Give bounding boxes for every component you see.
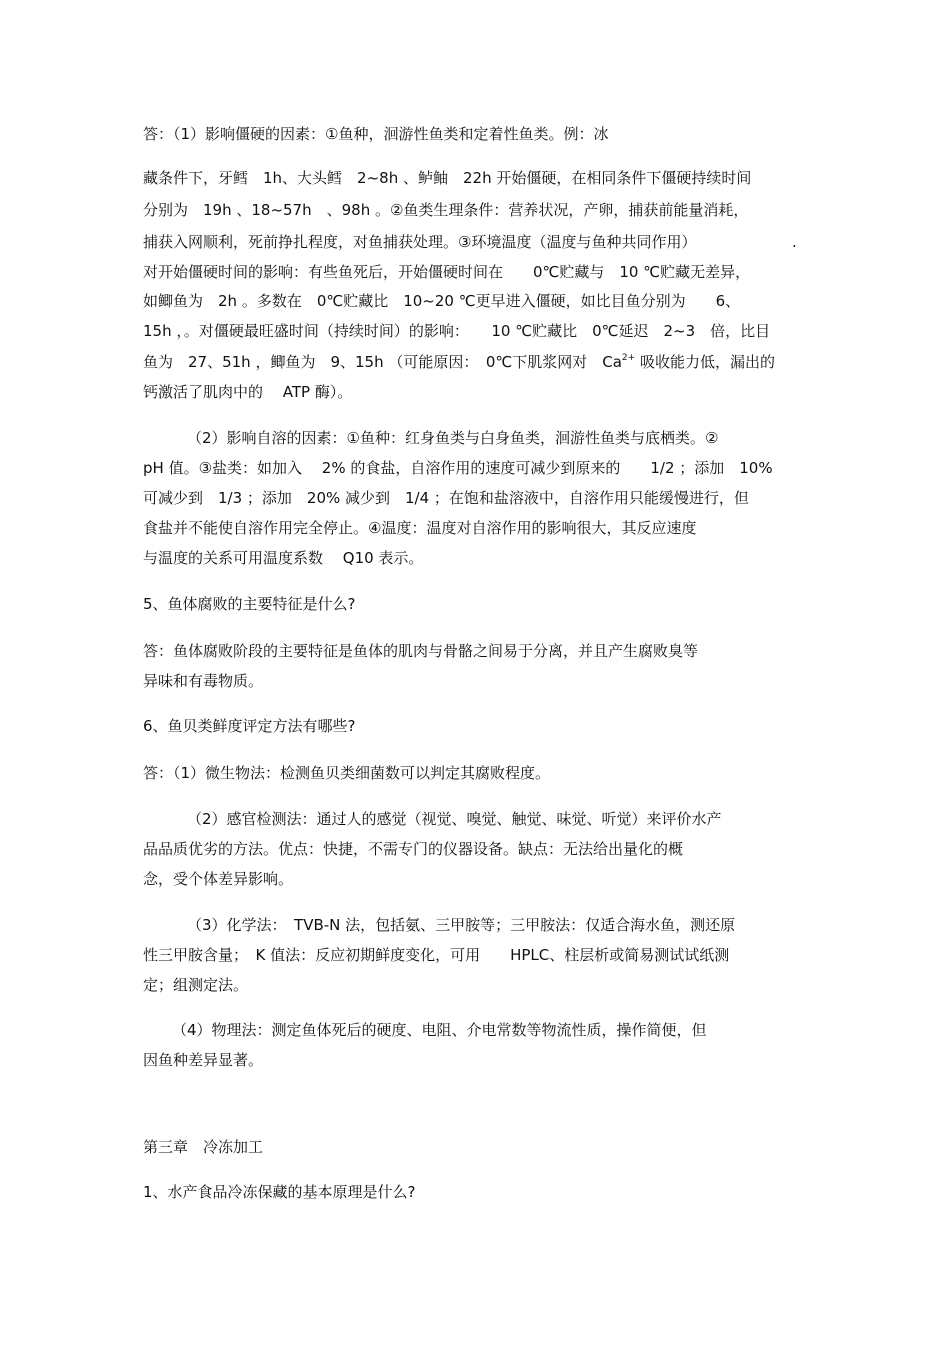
physical-line-1: （4）物理法：测定鱼体死后的硬度、电阻、介电常数等物流性质，操作简便，但 bbox=[172, 1021, 707, 1039]
autolysis-line-4: 食盐并不能使自溶作用完全停止。④温度：温度对自溶作用的影响很大，其反应速度 bbox=[143, 519, 697, 537]
autolysis-line-1: （2）影响自溶的因素：①鱼种：红身鱼类与白身鱼类，洄游性鱼类与底栖类。② bbox=[187, 429, 719, 447]
autolysis-line-5: 与温度的关系可用温度系数 Q10 表示。 bbox=[143, 549, 424, 567]
answer-rigor-line-3: 分别为 19h 、18~57h 、98h 。②鱼类生理条件：营养状况，产卵，捕获前能量消耗， bbox=[143, 201, 749, 219]
answer-rigor-line-4: 捕获入网顺利，死前挣扎程度，对鱼捕获处理。③环境温度（温度与鱼种共同作用） bbox=[143, 233, 697, 251]
line-8-part-a: 鱼为 27、51h ，鲫鱼为 9、15h （可能原因： 0℃下肌浆网对 Ca bbox=[143, 353, 622, 371]
physical-line-2: 因鱼种差异显著。 bbox=[143, 1051, 264, 1069]
sensory-line-1: （2）感官检测法：通过人的感觉（视觉、嗅觉、触觉、味觉、听觉）来评价水产 bbox=[187, 810, 722, 828]
answer-rigor-line-7: 15h ，。对僵硬最旺盛时间（持续时间）的影响： 10 ℃贮藏比 0℃延迟 2~3 倍，比目 bbox=[143, 322, 771, 340]
answer-rigor-line-5: 对开始僵硬时间的影响：有些鱼死后，开始僵硬时间在 0℃贮藏与 10 ℃贮藏无差异， bbox=[143, 263, 751, 281]
calcium-superscript: 2+ bbox=[621, 353, 636, 363]
sensory-line-2: 品品质优劣的方法。优点：快捷，不需专门的仪器设备。缺点：无法给出量化的概 bbox=[143, 840, 684, 858]
answer-rigor-line-8 bbox=[143, 352, 775, 372]
answer-6-microbial: 答：（1）微生物法：检测鱼贝类细菌数可以判定其腐败程度。 bbox=[143, 764, 551, 782]
question-1: 1、水产食品冷冻保藏的基本原理是什么? bbox=[143, 1183, 416, 1201]
answer-5-line-2: 异味和有毒物质。 bbox=[143, 672, 264, 690]
chemical-line-1: （3）化学法： TVB-N 法，包括氨、三甲胺等；三甲胺法：仅适合海水鱼，测还原 bbox=[187, 916, 736, 934]
question-6: 6、鱼贝类鲜度评定方法有哪些? bbox=[143, 717, 356, 735]
answer-rigor-line-1: 答：（1）影响僵硬的因素：①鱼种，洄游性鱼类和定着性鱼类。例：冰 bbox=[143, 125, 609, 143]
autolysis-line-3: 可减少到 1/3 ；添加 20% 减少到 1/4 ；在饱和盐溶液中，自溶作用只能缓慢进行，但 bbox=[143, 489, 749, 507]
chapter-heading: 第三章 冷冻加工 bbox=[143, 1138, 264, 1156]
chemical-line-3: 定；组测定法。 bbox=[143, 976, 249, 994]
sensory-line-3: 念，受个体差异影响。 bbox=[143, 870, 294, 888]
answer-rigor-line-2: 藏条件下，牙鳕 1h、大头鳕 2~8h 、鲈鲉 22h 开始僵硬，在相同条件下僵硬持续时间 bbox=[143, 169, 752, 187]
line-8-part-b: 吸收能力低，漏出的 bbox=[635, 353, 775, 371]
autolysis-line-2: pH 值。③盐类：如加入 2% 的食盐，自溶作用的速度可减少到原来的 1/2 ；添加 10% bbox=[143, 459, 773, 477]
stray-dot: . bbox=[792, 233, 797, 251]
answer-5-line-1: 答：鱼体腐败阶段的主要特征是鱼体的肌肉与骨骼之间易于分离，并且产生腐败臭等 bbox=[143, 642, 699, 660]
question-5: 5、鱼体腐败的主要特征是什么? bbox=[143, 595, 356, 613]
chemical-line-2: 性三甲胺含量； K 值法：反应初期鲜度变化，可用 HPLC、柱层析或简易测试试纸测 bbox=[143, 946, 730, 964]
answer-rigor-line-6: 如鲫鱼为 2h 。多数在 0℃贮藏比 10~20 ℃更早进入僵硬，如比目鱼分别为 6、 bbox=[143, 292, 741, 310]
answer-rigor-line-9: 钙激活了肌肉中的 ATP 酶）。 bbox=[143, 383, 353, 401]
